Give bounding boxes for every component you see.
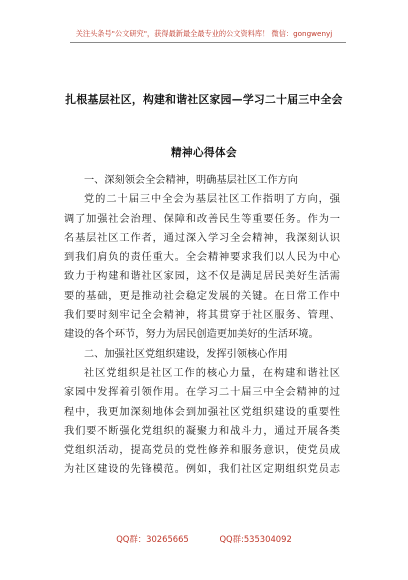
paragraph-line: 党组织活动，提高党员的党性修养和服务意识，使党员成 [64, 445, 340, 457]
section-heading-1: 一、深刻领会全会精神，明确基层社区工作方向 [84, 175, 298, 186]
header-divider [70, 42, 346, 43]
document-title-line-2: 精神心得体会 [171, 147, 237, 159]
paragraph-line: 名基层社区工作者，通过深入学习全会精神，我深刻认识 [64, 232, 340, 244]
document-body [64, 171, 340, 480]
paragraph-line: 要的基础，更是推动社会稳定发展的关键。在日常工作中 [64, 290, 340, 302]
paragraph-line: 家园中发挥着引领作用。在学习二十届三中全会精神的过 [64, 387, 340, 399]
paragraph-line: 程中，我更加深刻地体会到加强社区党组织建设的重要性 [64, 406, 340, 418]
paragraph-line: 到我们肩负的责任重大。全会精神要求我们以人民为中心 [64, 252, 340, 264]
document-title-line-1: 扎根基层社区，构建和谐社区家园—学习二十届三中全会 [65, 93, 343, 106]
paragraph-line: 社区党组织是社区工作的核心力量，在构建和谐社区 [84, 367, 340, 379]
paragraph-line: 为社区建设的先锋模范。例如，我们社区定期组织党员志 [64, 464, 340, 476]
paragraph-line: 我们要不断强化党组织的凝聚力和战斗力，通过开展各类 [64, 425, 340, 437]
footer-qq-group-1: QQ群：30265665 [116, 534, 189, 544]
paragraph-line: 致力于构建和谐社区家园，这不仅是满足居民美好生活需 [64, 271, 340, 283]
paragraph-line: 建设的各个环节，努力为居民创造更加美好的生活环境。 [64, 329, 319, 341]
footer-contact [0, 533, 408, 545]
header-banner: 关注头条号"公文研究"，获得最新最全最专业的公文资料库！ 微信：gongwenyj [75, 29, 333, 38]
paragraph-line: 党的二十届三中全会为基层社区工作指明了方向，强 [84, 194, 340, 206]
section-heading-2: 二、加强社区党组织建设，发挥引领核心作用 [84, 348, 288, 360]
paragraph-line: 我们要时刻牢记全会精神，将其贯穿于社区服务、管理、 [64, 310, 340, 322]
footer-qq-group-2: QQ群:535304092 [219, 534, 292, 544]
paragraph-line: 调了加强社会治理、保障和改善民生等重要任务。作为一 [64, 213, 340, 225]
